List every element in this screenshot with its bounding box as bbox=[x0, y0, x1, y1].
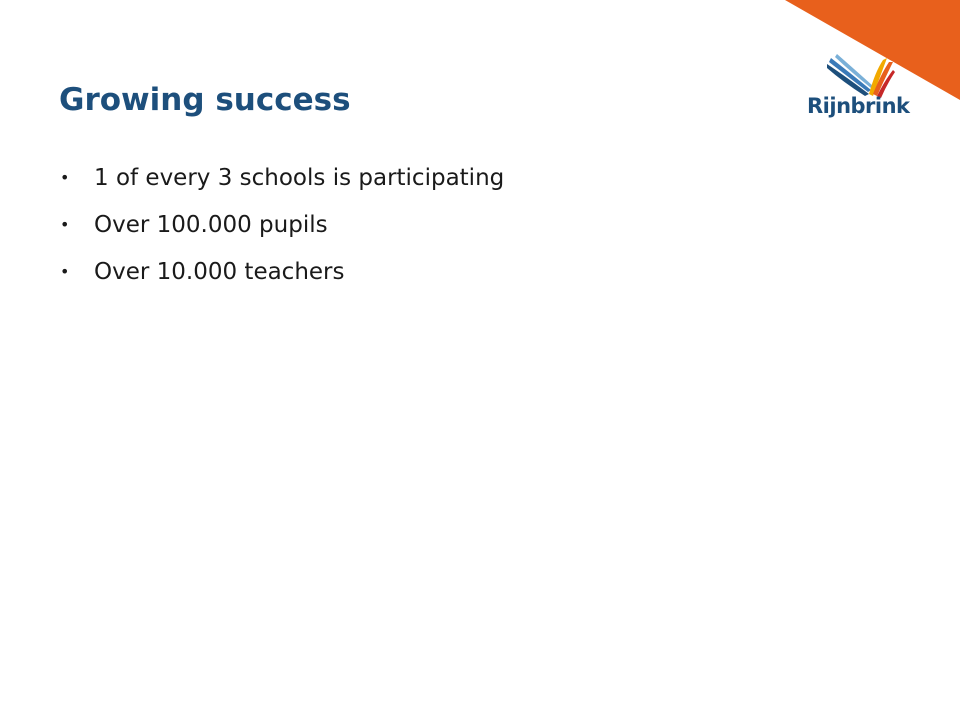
rijnbrink-logo-text: Rijnbrink bbox=[807, 94, 910, 118]
bullet-text: 1 of every 3 schools is participating bbox=[94, 165, 505, 191]
rijnbrink-logo bbox=[803, 50, 923, 130]
bullet-item bbox=[60, 205, 504, 252]
bullet-dot-icon: • bbox=[60, 168, 70, 187]
bullet-dot-icon: • bbox=[60, 262, 70, 281]
bullet-dot-icon: • bbox=[60, 215, 70, 234]
bullet-text: Over 100.000 pupils bbox=[94, 212, 328, 238]
bullet-item bbox=[60, 158, 504, 205]
rijnbrink-logo-mark-icon bbox=[825, 54, 895, 98]
bullet-text: Over 10.000 teachers bbox=[94, 259, 345, 285]
bullet-item bbox=[60, 252, 504, 299]
bullet-list bbox=[60, 158, 504, 299]
slide-title: Growing success bbox=[59, 82, 351, 118]
